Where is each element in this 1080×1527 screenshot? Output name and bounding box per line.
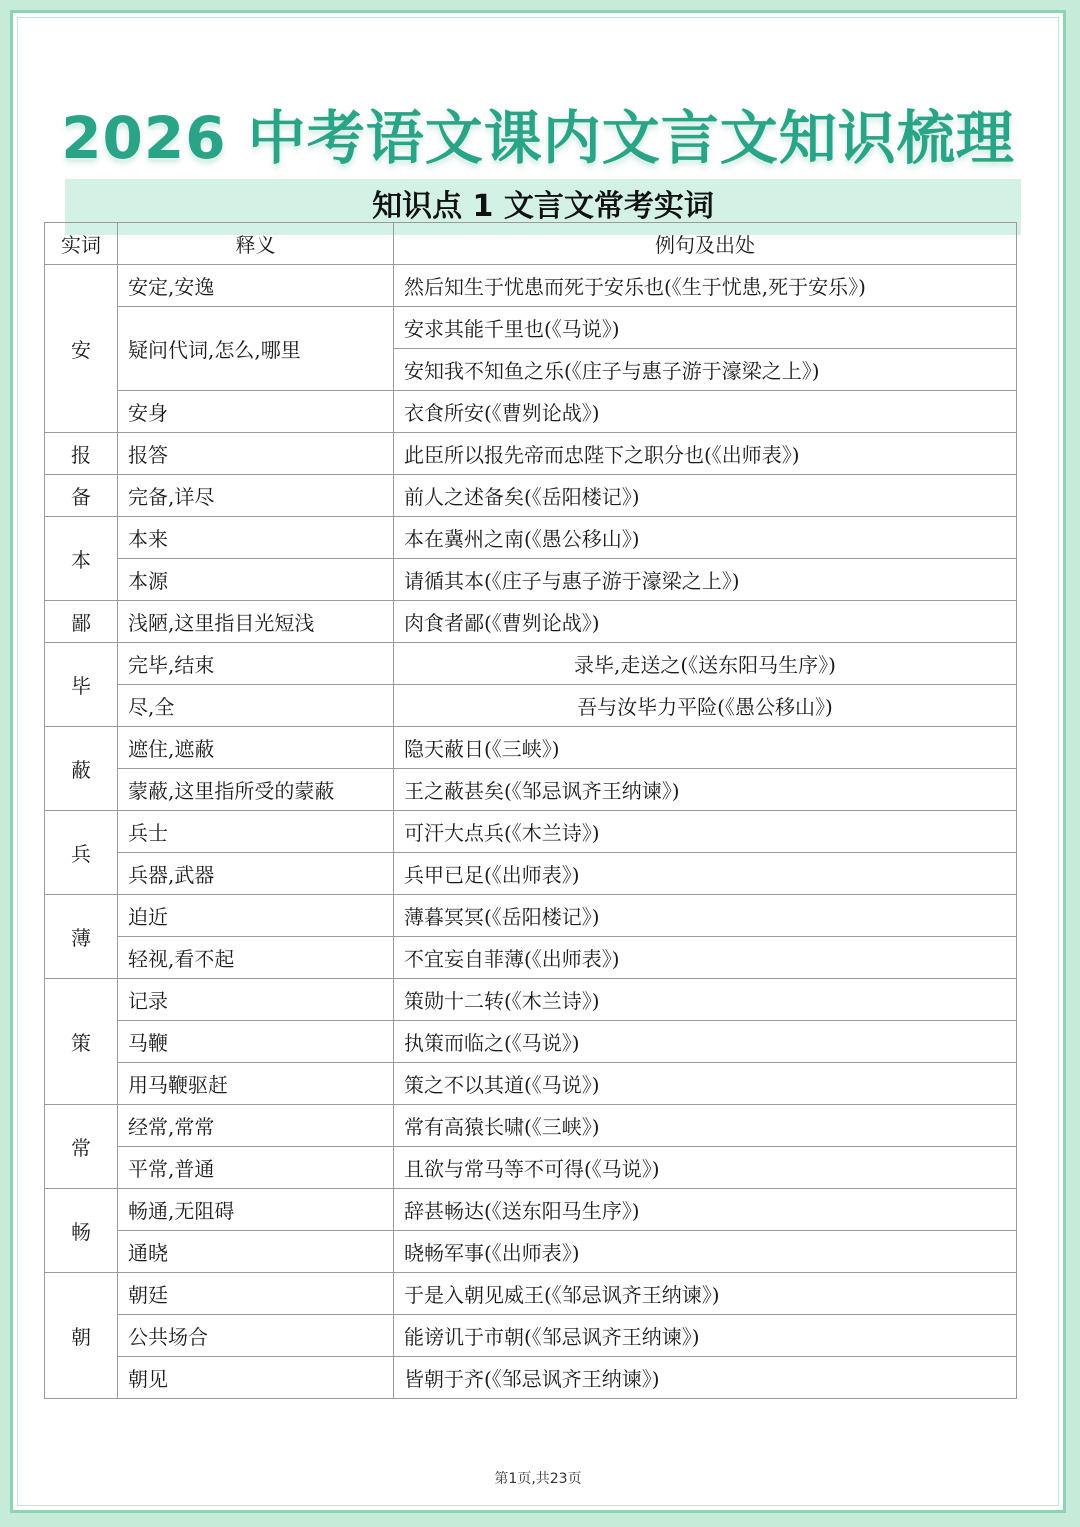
word-cell: 常 <box>45 1105 118 1189</box>
meaning-cell: 报答 <box>118 433 394 475</box>
word-cell: 安 <box>45 265 118 433</box>
example-cell: 常有高猿长啸(《三峡》) <box>394 1105 1017 1147</box>
word-cell: 报 <box>45 433 118 475</box>
header-meaning: 释义 <box>118 223 394 265</box>
meaning-cell: 本来 <box>118 517 394 559</box>
table-row <box>45 1189 1017 1231</box>
table-row <box>45 811 1017 853</box>
word-cell: 畅 <box>45 1189 118 1273</box>
example-cell: 不宜妄自菲薄(《出师表》) <box>394 937 1017 979</box>
word-cell: 鄙 <box>45 601 118 643</box>
table-row <box>45 1315 1017 1357</box>
table-row <box>45 601 1017 643</box>
table-row <box>45 853 1017 895</box>
meaning-cell: 迫近 <box>118 895 394 937</box>
meaning-cell: 朝见 <box>118 1357 394 1399</box>
example-cell: 策勋十二转(《木兰诗》) <box>394 979 1017 1021</box>
meaning-cell: 浅陋,这里指目光短浅 <box>118 601 394 643</box>
table-row <box>45 307 1017 349</box>
table-row <box>45 433 1017 475</box>
word-cell: 策 <box>45 979 118 1105</box>
table-row <box>45 895 1017 937</box>
header-example: 例句及出处 <box>394 223 1017 265</box>
example-cell: 肉食者鄙(《曹刿论战》) <box>394 601 1017 643</box>
example-cell: 此臣所以报先帝而忠陛下之职分也(《出师表》) <box>394 433 1017 475</box>
table-row <box>45 1231 1017 1273</box>
example-cell: 安知我不知鱼之乐(《庄子与惠子游于濠梁之上》) <box>394 349 1017 391</box>
example-cell: 前人之述备矣(《岳阳楼记》) <box>394 475 1017 517</box>
example-cell: 可汗大点兵(《木兰诗》) <box>394 811 1017 853</box>
example-cell: 且欲与常马等不可得(《马说》) <box>394 1147 1017 1189</box>
meaning-cell: 尽,全 <box>118 685 394 727</box>
example-cell: 晓畅军事(《出师表》) <box>394 1231 1017 1273</box>
example-cell: 吾与汝毕力平险(《愚公移山》) <box>394 685 1017 727</box>
table-row <box>45 1021 1017 1063</box>
example-cell: 策之不以其道(《马说》) <box>394 1063 1017 1105</box>
meaning-cell: 蒙蔽,这里指所受的蒙蔽 <box>118 769 394 811</box>
table-row <box>45 265 1017 307</box>
table-header-row <box>45 223 1017 265</box>
example-cell: 兵甲已足(《出师表》) <box>394 853 1017 895</box>
meaning-cell: 通晓 <box>118 1231 394 1273</box>
meaning-cell: 遮住,遮蔽 <box>118 727 394 769</box>
meaning-cell: 马鞭 <box>118 1021 394 1063</box>
example-cell: 衣食所安(《曹刿论战》) <box>394 391 1017 433</box>
example-cell: 辞甚畅达(《送东阳马生序》) <box>394 1189 1017 1231</box>
table-row <box>45 1147 1017 1189</box>
table-row <box>45 1273 1017 1315</box>
example-cell: 然后知生于忧患而死于安乐也(《生于忧患,死于安乐》) <box>394 265 1017 307</box>
meaning-cell: 用马鞭驱赶 <box>118 1063 394 1105</box>
meaning-cell: 经常,常常 <box>118 1105 394 1147</box>
meaning-cell: 安身 <box>118 391 394 433</box>
table-row <box>45 685 1017 727</box>
table-row <box>45 1105 1017 1147</box>
meaning-cell: 本源 <box>118 559 394 601</box>
word-cell: 薄 <box>45 895 118 979</box>
example-cell: 皆朝于齐(《邹忌讽齐王纳谏》) <box>394 1357 1017 1399</box>
table-row <box>45 391 1017 433</box>
header-word: 实词 <box>45 223 118 265</box>
table-row <box>45 559 1017 601</box>
page-footer: 第1页,共23页 <box>494 1471 582 1487</box>
table-row <box>45 475 1017 517</box>
table-row <box>45 979 1017 1021</box>
word-cell: 蔽 <box>45 727 118 811</box>
example-cell: 能谤讥于市朝(《邹忌讽齐王纳谏》) <box>394 1315 1017 1357</box>
example-cell: 安求其能千里也(《马说》) <box>394 307 1017 349</box>
meaning-cell: 完毕,结束 <box>118 643 394 685</box>
meaning-cell: 兵士 <box>118 811 394 853</box>
example-cell: 薄暮冥冥(《岳阳楼记》) <box>394 895 1017 937</box>
meaning-cell: 安定,安逸 <box>118 265 394 307</box>
meaning-cell: 畅通,无阻碍 <box>118 1189 394 1231</box>
meaning-cell: 平常,普通 <box>118 1147 394 1189</box>
meaning-cell: 记录 <box>118 979 394 1021</box>
meaning-cell: 疑问代词,怎么,哪里 <box>118 307 394 391</box>
table-row <box>45 1357 1017 1399</box>
word-cell: 本 <box>45 517 118 601</box>
table-row <box>45 1063 1017 1105</box>
meaning-cell: 兵器,武器 <box>118 853 394 895</box>
page-title: 2026 中考语文课内文言文知识梳理 <box>61 104 1015 172</box>
table-row <box>45 517 1017 559</box>
meaning-cell: 朝廷 <box>118 1273 394 1315</box>
word-cell: 备 <box>45 475 118 517</box>
word-cell: 朝 <box>45 1273 118 1399</box>
example-cell: 录毕,走送之(《送东阳马生序》) <box>394 643 1017 685</box>
table-row <box>45 727 1017 769</box>
table-body <box>45 265 1017 1399</box>
vocabulary-table <box>44 222 1017 1399</box>
table-row <box>45 769 1017 811</box>
word-cell: 毕 <box>45 643 118 727</box>
example-cell: 请循其本(《庄子与惠子游于濠梁之上》) <box>394 559 1017 601</box>
example-cell: 执策而临之(《马说》) <box>394 1021 1017 1063</box>
word-cell: 兵 <box>45 811 118 895</box>
table-row <box>45 937 1017 979</box>
example-cell: 本在冀州之南(《愚公移山》) <box>394 517 1017 559</box>
section-heading: 知识点 1 文言文常考实词 <box>65 179 1021 235</box>
table-row <box>45 643 1017 685</box>
example-cell: 隐天蔽日(《三峡》) <box>394 727 1017 769</box>
meaning-cell: 轻视,看不起 <box>118 937 394 979</box>
meaning-cell: 公共场合 <box>118 1315 394 1357</box>
example-cell: 于是入朝见威王(《邹忌讽齐王纳谏》) <box>394 1273 1017 1315</box>
meaning-cell: 完备,详尽 <box>118 475 394 517</box>
example-cell: 王之蔽甚矣(《邹忌讽齐王纳谏》) <box>394 769 1017 811</box>
